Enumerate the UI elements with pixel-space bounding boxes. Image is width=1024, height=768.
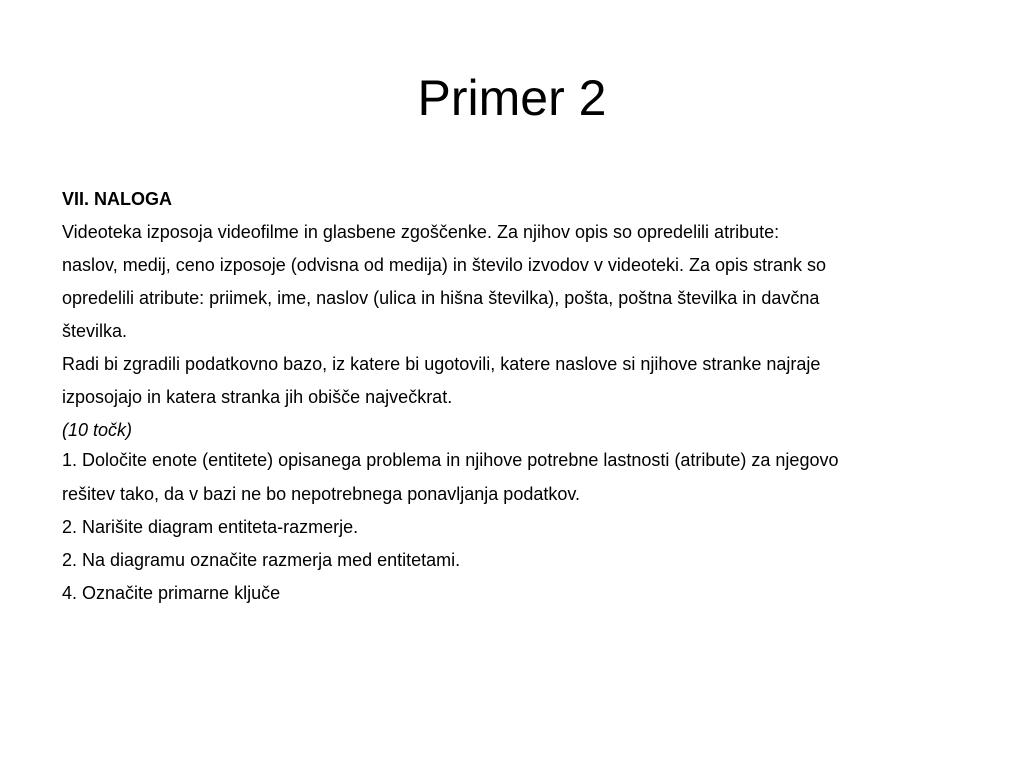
task-1-line-1: 1. Določite enote (entitete) opisanega problema in njihove potrebne lastnosti (atribute) za njegovo bbox=[62, 450, 839, 470]
paragraph-line: izposojajo in katera stranka jih obišče največkrat. bbox=[62, 387, 453, 407]
slide-title: Primer 2 bbox=[417, 70, 607, 126]
paragraph-line: Videoteka izposoja videofilme in glasbene zgoščenke. Za njihov opis so opredelili atribute: bbox=[62, 222, 780, 242]
paragraph-line: številka. bbox=[62, 321, 128, 341]
assignment-heading: VII. NALOGA bbox=[62, 189, 173, 209]
task-4: 4. Označite primarne ključe bbox=[62, 583, 281, 603]
task-3: 2. Na diagramu označite razmerja med entitetami. bbox=[62, 550, 461, 570]
points-label: (10 točk) bbox=[62, 420, 133, 440]
paragraph-line: naslov, medij, ceno izposoje (odvisna od medija) in število izvodov v videoteki. Za opis strank so bbox=[62, 255, 827, 275]
task-1-line-2: rešitev tako, da v bazi ne bo nepotrebnega ponavljanja podatkov. bbox=[62, 484, 581, 504]
task-2: 2. Narišite diagram entiteta-razmerje. bbox=[62, 517, 359, 537]
slide-body bbox=[62, 183, 952, 610]
paragraph-line: opredelili atribute: priimek, ime, naslov (ulica in hišna številka), pošta, poštna številka in davčna bbox=[62, 288, 820, 308]
paragraph-line: Radi bi zgradili podatkovno bazo, iz katere bi ugotovili, katere naslove si njihove stranke najraje bbox=[62, 354, 821, 374]
